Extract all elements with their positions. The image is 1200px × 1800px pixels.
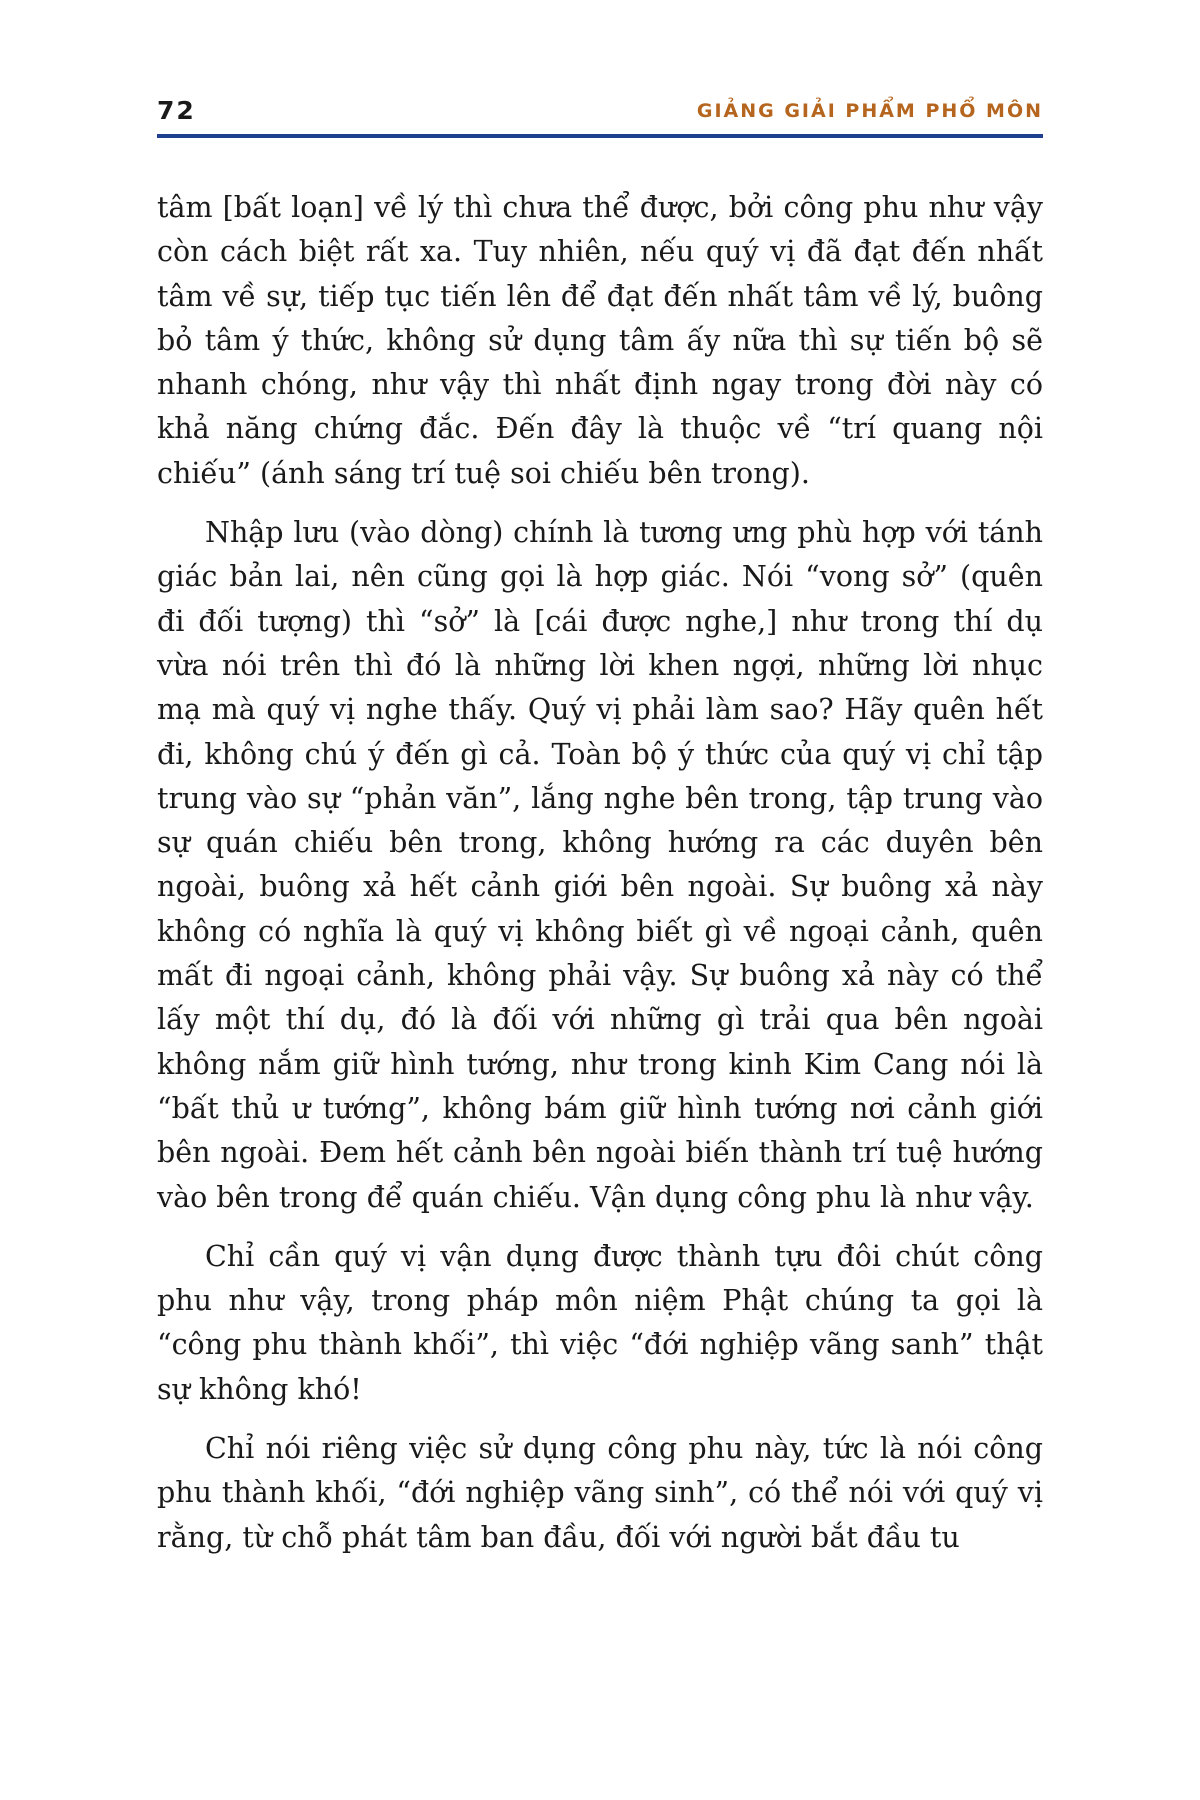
body-text xyxy=(157,186,1043,1575)
paragraph-3: Chỉ cần quý vị vận dụng được thành tựu đôi chút công phu như vậy, trong pháp môn niệm Phật chúng ta gọi là “công phu thành khối”, thì việc “đới nghiệp vãng sanh” thật sự không khó! xyxy=(157,1239,1043,1406)
header-rule xyxy=(157,134,1043,138)
page-number: 72 xyxy=(157,96,196,125)
paragraph-1: tâm [bất loạn] về lý thì chưa thể được, bởi công phu như vậy còn cách biệt rất xa. Tuy nhiên, nếu quý vị đã đạt đến nhất tâm về sự, tiếp tục tiến lên để đạt đến nhất tâm về lý, buông bỏ tâm ý thức, không sử dụng tâm ấy nữa thì sự tiến bộ sẽ nhanh chóng, như vậy thì nhất định ngay trong đời này có khả năng chứng đắc. Đến đây là thuộc về “trí quang nội chiếu” (ánh sáng trí tuệ soi chiếu bên trong). xyxy=(157,191,1043,490)
running-title: GIẢNG GIẢI PHẨM PHỔ MÔN xyxy=(696,100,1043,122)
page-header xyxy=(157,92,1043,134)
paragraph-4: Chỉ nói riêng việc sử dụng công phu này, tức là nói công phu thành khối, “đới nghiệp vãng sinh”, có thể nói với quý vị rằng, từ chỗ phát tâm ban đầu, đối với người bắt đầu tu xyxy=(157,1432,1043,1554)
paragraph-2: Nhập lưu (vào dòng) chính là tương ưng phù hợp với tánh giác bản lai, nên cũng gọi là hợp giác. Nói “vong sở” (quên đi đối tượng) thì “sở” là [cái được nghe,] như trong thí dụ vừa nói trên thì đó là những lời khen ngợi, những lời nhục mạ mà quý vị nghe thấy. Quý vị phải làm sao? Hãy quên hết đi, không chú ý đến gì cả. Toàn bộ ý thức của quý vị chỉ tập trung vào sự “phản văn”, lắng nghe bên trong, tập trung vào sự quán chiếu bên trong, không hướng ra các duyên bên ngoài, buông xả hết cảnh giới bên ngoài. Sự buông xả này không có nghĩa là quý vị không biết gì về ngoại cảnh, quên mất đi ngoại cảnh, không phải vậy. Sự buông xả này có thể lấy một thí dụ, đó là đối với những gì trải qua bên ngoài không nắm giữ hình tướng, như trong kinh Kim Cang nói là “bất thủ ư tướng”, không bám giữ hình tướng nơi cảnh giới bên ngoài. Đem hết cảnh bên ngoài biến thành trí tuệ hướng vào bên trong để quán chiếu. Vận dụng công phu là như vậy. xyxy=(157,516,1043,1214)
